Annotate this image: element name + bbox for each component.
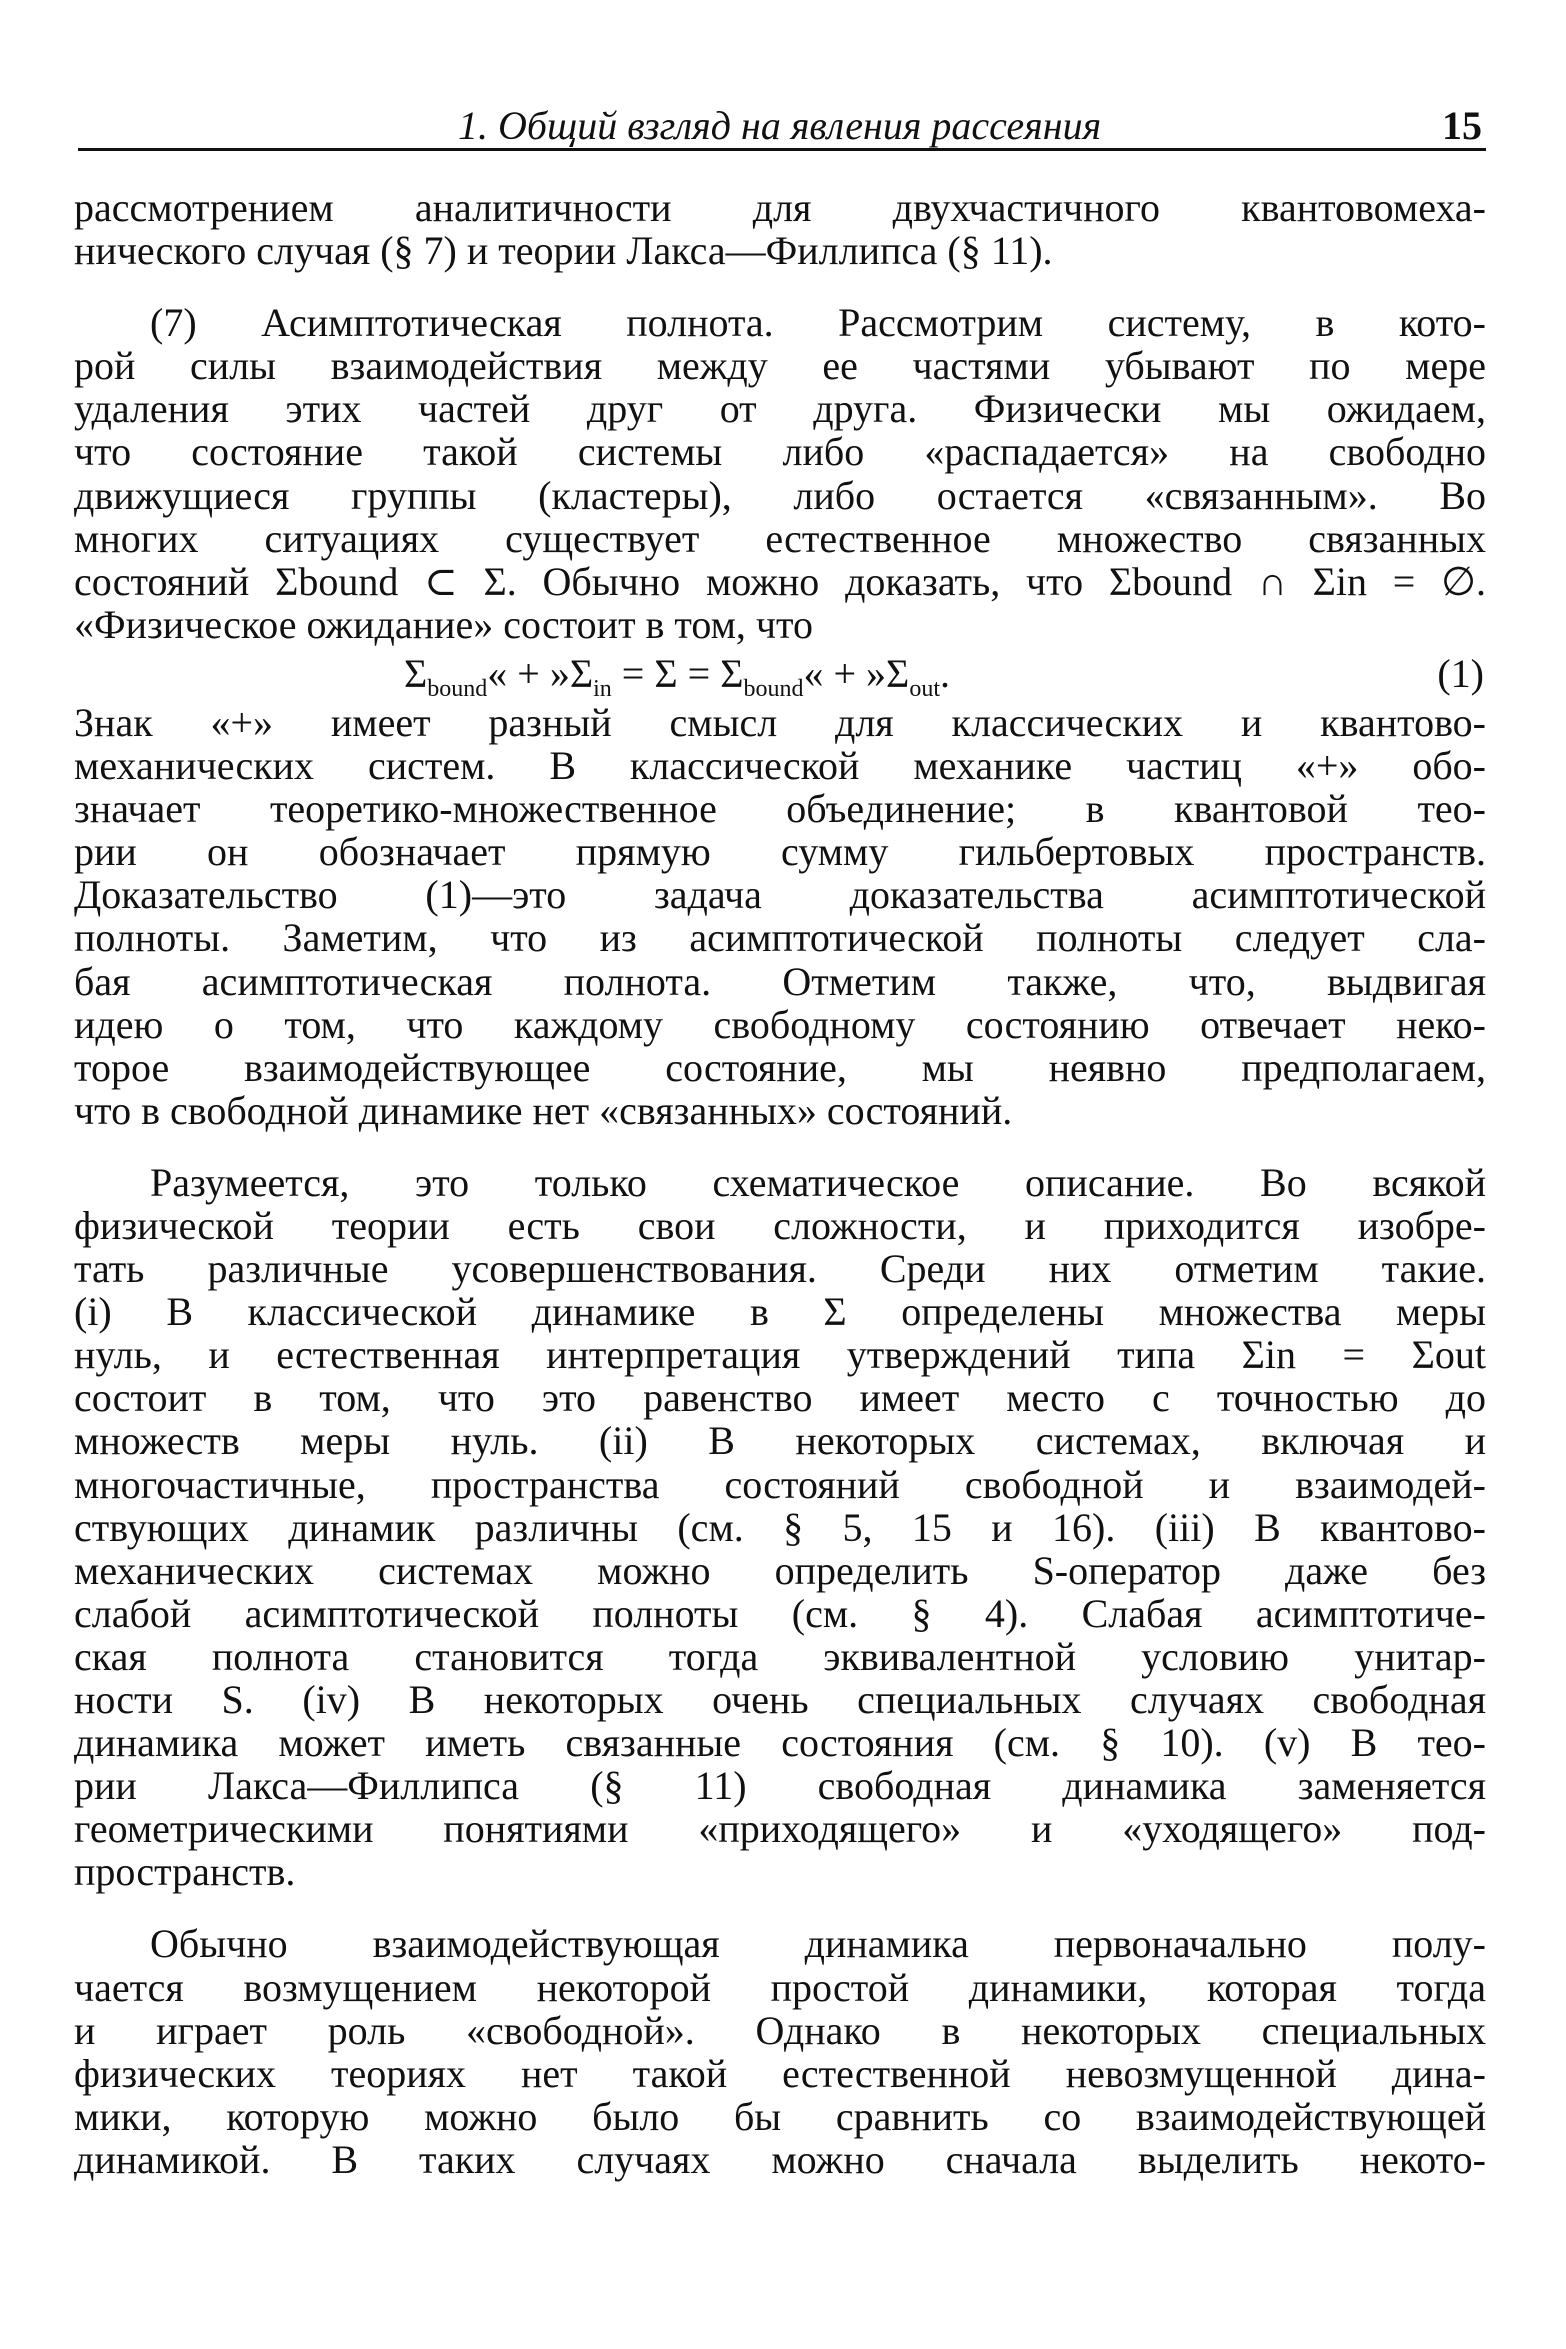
text-line: удаления этих частей друг от друга. Физически мы ожидаем, — [74, 386, 1486, 432]
text-line: значает теоретико-множественное объединение; в квантовой тео- — [74, 786, 1486, 832]
text-line: нуль, и естественная интерпретация утверждений типа Σin = Σout — [74, 1332, 1486, 1378]
text-line: ская полнота становится тогда эквивалентной условию унитар- — [74, 1633, 1486, 1679]
text-line: рой силы взаимодействия между ее частями убывают по мере — [74, 343, 1486, 389]
text-line: рии он обозначает прямую сумму гильбертовых пространств. — [74, 829, 1486, 875]
page-number: 15 — [1442, 103, 1482, 148]
text-line: рии Лакса—Филлипса (§ 11) свободная динамика заменяется — [74, 1763, 1486, 1809]
running-title: 1. Общий взгляд на явления рассеяния — [458, 103, 1102, 148]
text-line: (7) Асимптотическая полнота. Рассмотрим систему, в кото- — [150, 300, 1486, 346]
paragraph-2 — [74, 301, 1486, 646]
text-line: бая асимптотическая полнота. Отметим также, что, выдвигая — [74, 958, 1486, 1004]
text-line: физических теориях нет такой естественной невозмущенной дина- — [74, 2050, 1486, 2096]
text-line: динамика может иметь связанные состояния (см. § 10). (v) В тео- — [74, 1720, 1486, 1766]
text-line: (i) В классической динамике в Σ определены множества меры — [74, 1289, 1486, 1335]
equation-number: (1) — [1437, 650, 1484, 696]
text-line: ствующих динамик различны (см. § 5, 15 и 16). (iii) В квантово- — [74, 1504, 1486, 1550]
text-line: многочастичные, пространства состояний свободной и взаимодей- — [74, 1461, 1486, 1507]
equation-expression: $\Sigma_{bound}«$ + $»\Sigma_{in} = \Sigma$ = $\Sigma_{bound}«$ + $»\Sigma_{out}$. — [404, 650, 950, 702]
text-line: динамикой. В таких случаях можно сначала выделить некото- — [74, 2136, 1486, 2182]
text-line: геометрическими понятиями «приходящего» и «уходящего» под- — [74, 1806, 1486, 1852]
text-line: торое взаимодействующее состояние, мы неявно предполагаем, — [74, 1044, 1486, 1090]
body-text — [74, 186, 1486, 2181]
paragraph-5 — [74, 1922, 1486, 2181]
paragraph-1 — [74, 186, 1486, 272]
paragraph-4 — [74, 1161, 1486, 1894]
paragraph-3 — [74, 701, 1486, 1132]
text-line: ности S. (iv) В некоторых очень специальных случаях свободная — [74, 1677, 1486, 1722]
text-line: Знак «+» имеет разный смысл для классических и квантово- — [74, 699, 1486, 745]
running-head — [78, 98, 1486, 151]
text-line: чается возмущением некоторой простой динамики, которая тогда — [74, 1964, 1486, 2010]
text-line: и играет роль «свободной». Однако в некоторых специальных — [74, 2007, 1486, 2053]
text-line: Обычно взаимодействующая динамика первоначально полу- — [150, 1921, 1486, 1967]
text-line: полноты. Заметим, что из асимптотической полноты следует сла- — [74, 915, 1486, 961]
text-line: «Физическое ожидание» состоит в том, что — [74, 601, 814, 647]
text-line: идею о том, что каждому свободному состоянию отвечает неко- — [74, 1001, 1486, 1047]
text-line: множеств меры нуль. (ii) В некоторых системах, включая и — [74, 1418, 1486, 1464]
text-line: нического случая (§ 7) и теории Лакса—Филлипса (§ 11). — [74, 228, 1053, 274]
text-line: Разумеется, это только схематическое описание. Во всякой — [150, 1159, 1486, 1205]
text-line: многих ситуациях существует естественное множество связанных — [74, 515, 1486, 561]
text-line: механических систем. В классической механике частиц «+» обо- — [74, 743, 1486, 789]
text-line: что в свободной динамике нет «связанных» состояний. — [74, 1087, 1013, 1133]
text-line: что состояние такой системы либо «распадается» на свободно — [74, 429, 1486, 475]
text-line: рассмотрением аналитичности для двухчастичного квантовомеха- — [74, 185, 1486, 230]
text-line: Доказательство (1)—это задача доказательства асимптотической — [74, 872, 1486, 918]
text-line: слабой асимптотической полноты (см. § 4). Слабая асимптотиче- — [74, 1590, 1486, 1636]
text-line: пространств. — [74, 1849, 296, 1895]
text-line: тать различные усовершенствования. Среди них отметим такие. — [74, 1246, 1486, 1292]
text-line: состояний Σbound ⊂ Σ. Обычно можно доказать, что Σbound ∩ Σin = ∅. — [74, 558, 1486, 604]
display-equation — [74, 646, 1486, 701]
text-line: механических системах можно определить S-оператор даже без — [74, 1547, 1486, 1593]
text-line: мики, которую можно было бы сравнить со взаимодействующей — [74, 2093, 1486, 2139]
text-line: состоит в том, что это равенство имеет место с точностью до — [74, 1375, 1486, 1421]
text-line: движущиеся группы (кластеры), либо остается «связанным». Во — [74, 472, 1486, 518]
text-line: физической теории есть свои сложности, и приходится изобре- — [74, 1202, 1486, 1248]
